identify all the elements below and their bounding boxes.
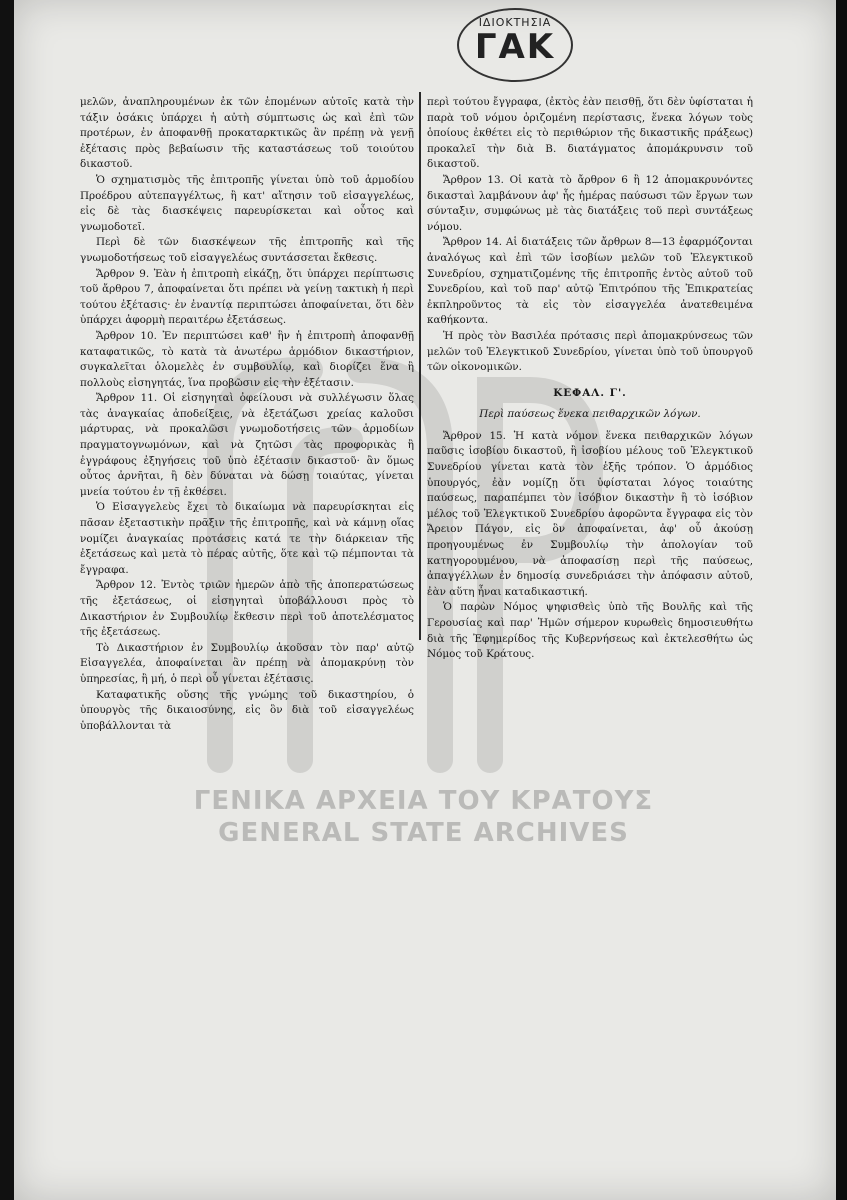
paragraph: περὶ τούτου ἔγγραφα, (ἐκτὸς ἐὰν πεισθῇ, ὅτι δὲν ὑφίσταται ἡ παρὰ τοῦ νόμου ὁριζομένη περίστασις, ἕνεκα λόγων τοὺς ὁποίους ἐκθέτει εἰς τὸ περιθώριον τῆς δικαστικῆς πράξεως) προκαλεῖ τὴν διὰ Β. διατάγματος ἀπομάκρυνσιν τοῦ δικαστοῦ.	[427, 96, 753, 171]
left-column	[80, 95, 414, 734]
paragraph: Καταφατικῆς οὔσης τῆς γνώμης τοῦ δικαστηρίου, ὁ ὑπουργὸς τῆς δικαιοσύνης, εἰς ὃν διὰ τοῦ εἰσαγγελέως ὑποβάλλονται τὰ	[80, 688, 414, 732]
paragraph: μελῶν, ἀναπληρουμένων ἐκ τῶν ἑπομένων αὐτοῖς κατὰ τὴν τάξιν ὁσάκις ὑπάρχει ἡ αὐτὴ σύμπτωσις ὡς καὶ ἐπὶ τῶν προτέρων, ἐν ἀποφανθῇ προκαταρκτικῶς ἂν πρέπῃ νὰ γενῇ ἐξέτασις πρὸς βεβαίωσιν τῆς καταστάσεως τοῦ τοιούτου δικαστοῦ.	[80, 96, 414, 171]
article-10: Ἄρθρον 10. Ἐν περιπτώσει καθ' ἣν ἡ ἐπιτροπὴ ἀποφανθῇ καταφατικῶς, τὸ κατὰ τὰ ἀνωτέρω ἁρμόδιον δικαστήριον, συγκαλεῖται ὁλομελὲς ἐν συμβουλίῳ, καὶ διορίζει ἕνα ἢ πολλοὺς εἰσηγητάς, ἵνα προβῶσιν εἰς τὴν ἐξέτασιν.	[80, 329, 414, 389]
right-column	[427, 95, 753, 663]
paragraph: Περὶ δὲ τῶν διασκέψεων τῆς ἐπιτροπῆς καὶ τῆς γνωμοδοτήσεως τοῦ εἰσαγγελέως συντάσσεται ἔκθεσις.	[80, 236, 414, 264]
article-9: Ἄρθρον 9. Ἐὰν ἡ ἐπιτροπὴ εἰκάζῃ, ὅτι ὑπάρχει περίπτωσις τοῦ ἄρθρου 7, ἀποφαίνεται ὅτι πρέπει νὰ γείνῃ τακτικὴ ἡ περὶ τούτου ἐξέτασις· ἐν ἐναντίᾳ περιπτώσει ἀποφαίνεται, ὅτι δὲν ὑπάρχει ἀφορμὴ περαιτέρω ἐξετάσεως.	[80, 267, 414, 327]
article-13: Ἄρθρον 13. Οἱ κατὰ τὸ ἄρθρον 6 ἢ 12 ἀπομακρυνόντες δικασταὶ λαμβάνουν ἀφ' ἧς ἡμέρας παύσωσι τῶν ἔργων των σύνταξιν, συμφώνως μὲ τὰς διατάξεις τοῦ περὶ συντάξεως νόμου.	[427, 173, 753, 233]
article-11: Ἄρθρον 11. Οἱ εἰσηγηταὶ ὀφείλουσι νὰ συλλέγωσιν ὅλας τὰς ἀναγκαίας ἀποδείξεις, νὰ ἐξετάζωσι χρείας καλοῦσι μάρτυρας, νὰ προκαλῶσι γνωμοδοτήσεις τῶν ἁρμοδίων πραγματογνωμόνων, καὶ νὰ ζητῶσι τὰς προφορικὰς ἢ ἐγγράφους ἐξηγήσεις τοῦ ὑπὸ ἐξέτασιν δικαστοῦ· ἂν ὅμως οὗτος ἀρνῆται, ἢ δὲν δύναται νὰ δώσῃ τοιαύτας, γίνεται μνεία τούτου ἐν τῇ ἐκθέσει.	[80, 392, 414, 498]
scan-left-edge	[0, 0, 14, 1200]
closing-paragraph: Ὁ παρὼν Νόμος ψηφισθεὶς ὑπὸ τῆς Βουλῆς καὶ τῆς Γερουσίας καὶ παρ' Ἡμῶν σήμερον κυρωθεὶς δημοσιευθήτω διὰ τῆς Ἐφημερίδος τῆς Κυβερνήσεως καὶ ἐκτελεσθήτω ὡς Νόμος τοῦ Κράτους.	[427, 601, 753, 661]
ownership-stamp	[457, 8, 573, 82]
stamp-top-text: ΙΔΙΟΚΤΗΣΙΑ	[478, 16, 552, 29]
scan-right-edge	[836, 0, 847, 1200]
paragraph: Ἡ πρὸς τὸν Βασιλέα πρότασις περὶ ἀπομακρύνσεως τῶν μελῶν τοῦ Ἐλεγκτικοῦ Συνεδρίου, γίνεται ὑπὸ τοῦ ὑπουργοῦ τῶν οἰκονομικῶν.	[427, 329, 753, 374]
column-divider	[419, 92, 421, 640]
article-15: Ἄρθρον 15. Ἡ κατὰ νόμον ἕνεκα πειθαρχικῶν λόγων παῦσις ἰσοβίου δικαστοῦ, ἢ ἰσοβίου μέλους τοῦ Ἐλεγκτικοῦ Συνεδρίου γίνεται κατὰ τὸν ἑξῆς τρόπον. Ὁ ἁρμόδιος ὑπουργός, ἐὰν νομίζῃ ὅτι ὑφίσταται λόγος τοιαύτης παύσεως, παραπέμπει τὸν ἰσόβιον δικαστὴν ἢ τὸ ἰσόβιον μέλος τοῦ Ἐλεγκτικοῦ Συνεδρίου ἀφορῶντα ἔγγραφα εἰς τὸν Ἄρειον Πάγον, εἰς ὃν ἀποφαίνεται, ἀφ' οὗ ἀκούσῃ προηγουμένως ἐν Συμβουλίῳ τὴν ἀπολογίαν τοῦ κατηγορουμένου, νὰ ἀποφασίσῃ περὶ τῆς παύσεως, ἀπαγγέλλων ἐν δημοσίᾳ συνεδριάσει τὴν ἀπόφασιν αὐτοῦ, ἐὰν αὕτη ἦναι καταδικαστική.	[427, 429, 753, 598]
chapter-heading: ΚΕΦΑΛ. Γ'.	[553, 386, 627, 399]
chapter-subheading: Περὶ παύσεως ἕνεκα πειθαρχικῶν λόγων.	[479, 408, 701, 421]
paragraph: Ὁ Εἰσαγγελεὺς ἔχει τὸ δικαίωμα νὰ παρευρίσκηται εἰς πᾶσαν ἐξεταστικὴν πρᾶξιν τῆς ἐπιτροπῆς, καὶ νὰ κάμνῃ οἵας νομίζει ἀναγκαίας προτάσεις κατά τε τὴν διάρκειαν τῆς ἐξετάσεως καὶ μετὰ τὸ πέρας αὐτῆς, ὅτε καὶ τῷ πέμπονται τὰ ἔγγραφα.	[80, 501, 414, 576]
watermark-greek: ΓΕΝΙΚΑ ΑΡΧΕΙΑ ΤΟΥ ΚΡΑΤΟΥΣ	[193, 786, 654, 816]
article-12: Ἄρθρον 12. Ἐντὸς τριῶν ἡμερῶν ἀπὸ τῆς ἀποπερατώσεως τῆς ἐξετάσεως, οἱ εἰσηγηταὶ ὑποβάλλουσι πρὸς τὸ Δικαστήριον ἐν Συμβουλίῳ ἔκθεσιν περὶ τοῦ ἀποτελέσματος τῆς ἐξετάσεως.	[80, 579, 414, 639]
watermark-english: GENERAL STATE ARCHIVES	[218, 818, 629, 848]
paragraph: Ὁ σχηματισμὸς τῆς ἐπιτροπῆς γίνεται ὑπὸ τοῦ ἁρμοδίου Προέδρου αὐτεπαγγέλτως, ἢ κατ' αἴτησιν τοῦ εἰσαγγελέως, εἰς δὲ τὰς διασκέψεις παρευρίσκεται καὶ οὗτος καὶ γνωμοδοτεῖ.	[80, 173, 414, 233]
paragraph: Τὸ Δικαστήριον ἐν Συμβουλίῳ ἀκοῦσαν τὸν παρ' αὐτῷ Εἰσαγγελέα, ἀποφαίνεται ἂν πρέπῃ νὰ ἀπομακρύνῃ τὸν ὑπηρεσίας, ἢ μή, ὁ περὶ οὗ γίνεται ἐξέτασις.	[80, 641, 414, 685]
article-14: Ἄρθρον 14. Αἱ διατάξεις τῶν ἄρθρων 8—13 ἐφαρμόζονται ἀναλόγως καὶ ἐπὶ τῶν ἰσοβίων μελῶν τοῦ Ἐλεγκτικοῦ Συνεδρίου, σχηματιζομένης τῆς ἐπιτροπῆς ἐντὸς αὐτοῦ τοῦ Συνεδρίου, καὶ τοῦ παρ' αὐτῷ Ἐπιτρόπου τῆς Ἐπικρατείας ἐκπληροῦντος τὰ εἰς τὸν εἰσαγγελέα ἀνατεθειμένα καθήκοντα.	[427, 236, 753, 327]
stamp-main-text: ΓΑΚ	[474, 27, 556, 67]
